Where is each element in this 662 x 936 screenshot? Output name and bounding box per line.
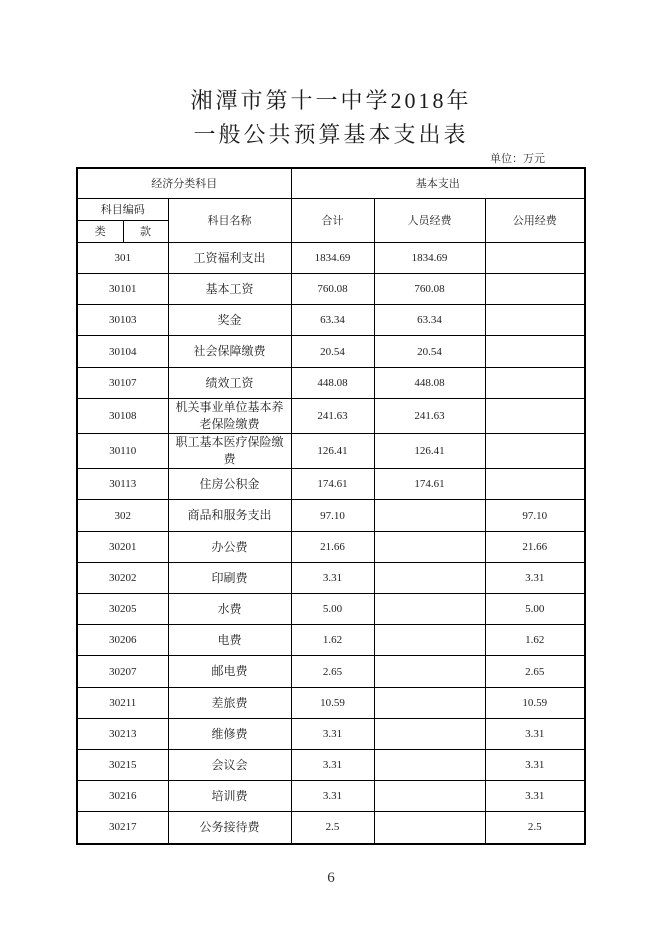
table-row (77, 336, 585, 368)
table-row (77, 532, 585, 563)
row-personnel (374, 563, 485, 594)
table-row (77, 243, 585, 274)
table-row (77, 625, 585, 656)
row-personnel (374, 812, 485, 844)
row-personnel: 448.08 (374, 368, 485, 399)
page-number: 6 (327, 870, 335, 886)
row-public: 3.31 (485, 563, 585, 594)
table-row (77, 274, 585, 305)
row-name: 办公费 (168, 532, 291, 563)
row-total: 760.08 (291, 274, 374, 305)
row-total: 63.34 (291, 305, 374, 336)
row-total: 97.10 (291, 500, 374, 532)
header-item: 款 (123, 221, 168, 243)
row-code: 30202 (77, 563, 168, 594)
row-code: 30206 (77, 625, 168, 656)
row-code: 30216 (77, 781, 168, 812)
row-total: 3.31 (291, 563, 374, 594)
table-row (77, 563, 585, 594)
row-public: 2.65 (485, 656, 585, 688)
row-total: 174.61 (291, 469, 374, 500)
row-name: 绩效工资 (168, 368, 291, 399)
row-name: 职工基本医疗保险缴费 (168, 434, 291, 469)
table-row (77, 500, 585, 532)
header-category: 类 (77, 221, 123, 243)
row-public: 3.31 (485, 750, 585, 781)
budget-table (76, 167, 586, 845)
header-row-columns (77, 199, 585, 221)
row-total: 10.59 (291, 688, 374, 719)
row-code: 30110 (77, 434, 168, 469)
row-code: 30104 (77, 336, 168, 368)
table-row (77, 719, 585, 750)
row-total: 3.31 (291, 719, 374, 750)
row-public: 2.5 (485, 812, 585, 844)
row-name: 机关事业单位基本养老保险缴费 (168, 399, 291, 434)
row-public: 3.31 (485, 781, 585, 812)
unit-label: 单位：万元 (490, 153, 545, 165)
row-name: 奖金 (168, 305, 291, 336)
table-row (77, 656, 585, 688)
row-name: 工资福利支出 (168, 243, 291, 274)
row-public (485, 243, 585, 274)
row-name: 商品和服务支出 (168, 500, 291, 532)
row-personnel (374, 781, 485, 812)
table-row (77, 434, 585, 469)
table-row (77, 594, 585, 625)
row-name: 住房公积金 (168, 469, 291, 500)
row-name: 电费 (168, 625, 291, 656)
row-public: 1.62 (485, 625, 585, 656)
row-code: 30217 (77, 812, 168, 844)
row-personnel (374, 500, 485, 532)
row-personnel (374, 625, 485, 656)
row-name: 差旅费 (168, 688, 291, 719)
row-public (485, 368, 585, 399)
row-public (485, 305, 585, 336)
row-personnel: 1834.69 (374, 243, 485, 274)
row-name: 社会保障缴费 (168, 336, 291, 368)
row-code: 30101 (77, 274, 168, 305)
table-row (77, 305, 585, 336)
table-row (77, 688, 585, 719)
row-public (485, 274, 585, 305)
row-name: 基本工资 (168, 274, 291, 305)
row-total: 1834.69 (291, 243, 374, 274)
header-total: 合计 (291, 199, 374, 243)
row-code: 30211 (77, 688, 168, 719)
row-personnel (374, 594, 485, 625)
row-personnel (374, 656, 485, 688)
row-total: 448.08 (291, 368, 374, 399)
row-total: 3.31 (291, 750, 374, 781)
row-total: 20.54 (291, 336, 374, 368)
row-code: 30201 (77, 532, 168, 563)
row-personnel: 760.08 (374, 274, 485, 305)
table-row (77, 812, 585, 844)
row-public: 97.10 (485, 500, 585, 532)
row-public (485, 434, 585, 469)
row-name: 培训费 (168, 781, 291, 812)
table-row (77, 750, 585, 781)
row-public: 21.66 (485, 532, 585, 563)
row-total: 241.63 (291, 399, 374, 434)
row-code: 302 (77, 500, 168, 532)
header-subject-code: 科目编码 (77, 199, 168, 221)
row-code: 30213 (77, 719, 168, 750)
row-public (485, 336, 585, 368)
table-row (77, 781, 585, 812)
header-personnel: 人员经费 (374, 199, 485, 243)
row-personnel: 20.54 (374, 336, 485, 368)
row-public: 10.59 (485, 688, 585, 719)
header-basic-expenditure: 基本支出 (291, 168, 585, 199)
row-total: 3.31 (291, 781, 374, 812)
row-personnel (374, 688, 485, 719)
row-personnel (374, 719, 485, 750)
row-total: 5.00 (291, 594, 374, 625)
row-total: 126.41 (291, 434, 374, 469)
row-code: 30205 (77, 594, 168, 625)
row-name: 会议会 (168, 750, 291, 781)
row-code: 30207 (77, 656, 168, 688)
document-title-line1: 湘潭市第十一中学2018年 (190, 88, 472, 113)
row-public (485, 469, 585, 500)
row-public: 3.31 (485, 719, 585, 750)
table-row (77, 399, 585, 434)
header-economic-classification: 经济分类科目 (77, 168, 291, 199)
table-row (77, 469, 585, 500)
row-public: 5.00 (485, 594, 585, 625)
row-code: 30103 (77, 305, 168, 336)
header-public: 公用经费 (485, 199, 585, 243)
row-personnel: 63.34 (374, 305, 485, 336)
row-code: 30113 (77, 469, 168, 500)
row-total: 2.5 (291, 812, 374, 844)
row-public (485, 399, 585, 434)
row-total: 2.65 (291, 656, 374, 688)
table-row (77, 368, 585, 399)
row-name: 水费 (168, 594, 291, 625)
row-code: 30108 (77, 399, 168, 434)
header-row-group (77, 168, 585, 199)
row-total: 21.66 (291, 532, 374, 563)
document-title-line2: 一般公共预算基本支出表 (193, 122, 469, 147)
row-code: 30215 (77, 750, 168, 781)
row-total: 1.62 (291, 625, 374, 656)
row-name: 邮电费 (168, 656, 291, 688)
row-name: 印刷费 (168, 563, 291, 594)
header-subject-name: 科目名称 (168, 199, 291, 243)
row-personnel: 241.63 (374, 399, 485, 434)
row-code: 30107 (77, 368, 168, 399)
row-personnel: 174.61 (374, 469, 485, 500)
row-personnel (374, 750, 485, 781)
row-personnel: 126.41 (374, 434, 485, 469)
row-code: 301 (77, 243, 168, 274)
row-name: 公务接待费 (168, 812, 291, 844)
row-name: 维修费 (168, 719, 291, 750)
row-personnel (374, 532, 485, 563)
